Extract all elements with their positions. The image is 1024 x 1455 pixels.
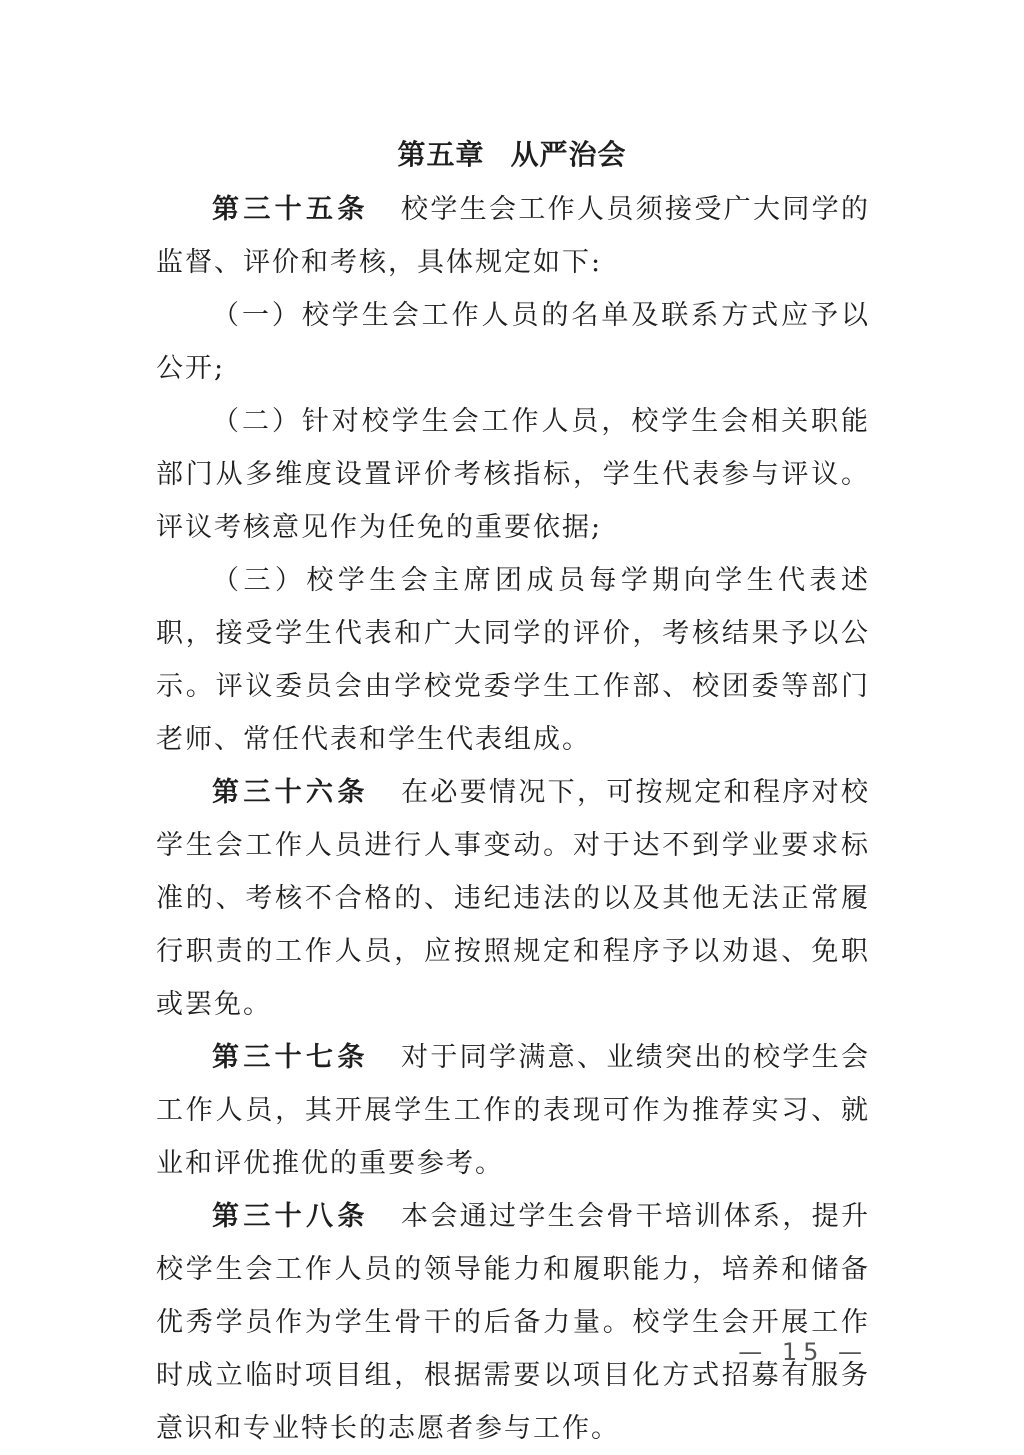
paragraph-text: （一）校学生会工作人员的名单及联系方式应予以公开; [156, 300, 870, 384]
article-heading: 第三十七条 [212, 1042, 369, 1073]
paragraph-text: 在必要情况下，可按规定和程序对校学生会工作人员进行人事变动。对于达不到学业要求标准的、考核不合格的、违纪违法的以及其他无法正常履行职责的工作人员，应按照规定和程序予以劝退、免职或罢免。 [156, 777, 871, 1020]
body-text [156, 183, 870, 1455]
paragraph [156, 289, 870, 395]
paragraph [156, 1190, 870, 1455]
page-number: — 15 — [738, 1338, 868, 1366]
article-heading: 第三十六条 [212, 777, 369, 808]
paragraph-text: （三）校学生会主席团成员每学期向学生代表述职，接受学生代表和广大同学的评价，考核结果予以公示。评议委员会由学校党委学生工作部、校团委等部门老师、常任代表和学生代表组成。 [156, 565, 870, 755]
article-heading: 第三十八条 [212, 1201, 369, 1232]
paragraph [156, 183, 870, 289]
paragraph-text: （二）针对校学生会工作人员，校学生会相关职能部门从多维度设置评价考核指标，学生代表参与评议。评议考核意见作为任免的重要依据; [156, 406, 870, 543]
paragraph [156, 395, 870, 554]
paragraph [156, 554, 870, 766]
chapter-number: 第五章 [397, 138, 485, 171]
chapter-name: 从严治会 [510, 138, 627, 171]
paragraph-text: 本会通过学生会骨干培训体系，提升校学生会工作人员的领导能力和履职能力，培养和储备优秀学员作为学生骨干的后备力量。校学生会开展工作时成立临时项目组，根据需要以项目化方式招募有服务意识和专业特长的志愿者参与工作。 [156, 1201, 871, 1444]
article-heading: 第三十五条 [212, 194, 369, 225]
paragraph-text: 对于同学满意、业绩突出的校学生会工作人员，其开展学生工作的表现可作为推荐实习、就业和评优推优的重要参考。 [156, 1042, 871, 1179]
paragraph [156, 1031, 870, 1190]
chapter-title [0, 131, 1024, 179]
paragraph [156, 766, 870, 1031]
paragraph-text: 校学生会工作人员须接受广大同学的监督、评价和考核，具体规定如下: [156, 194, 871, 278]
